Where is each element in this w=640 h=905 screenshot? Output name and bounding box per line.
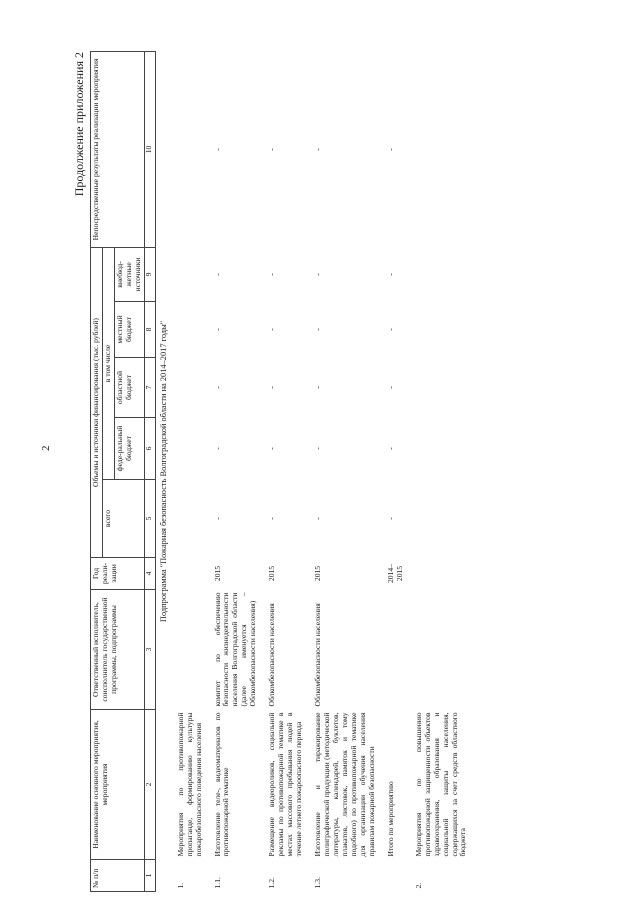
row-num: 1.3.: [313, 877, 323, 889]
row-name: Размещение видеороликов, социальной рекламы по противопожарной тематике в местах массового пребывания людей в течение летнего пожароопасного периода: [267, 712, 304, 857]
row-executor: [410, 590, 474, 710]
row-extra: -: [385, 273, 395, 276]
row-total: -: [313, 517, 323, 520]
column-number-row: [144, 51, 155, 891]
header-num: № п/п: [91, 860, 145, 892]
row-total: -: [385, 517, 395, 520]
column-number: 3: [144, 590, 155, 710]
row-name: Изготовление теле-, видеоматериалов по противопожарной тематике: [212, 712, 231, 857]
row-result: -: [313, 148, 323, 151]
table-row: [309, 51, 382, 891]
row-federal: -: [385, 447, 395, 450]
row-num: 1.2.: [267, 877, 277, 889]
column-number: 4: [144, 558, 155, 590]
table-row: [382, 51, 410, 891]
row-executor: [172, 590, 209, 710]
subprogram-title: Подпрограмма "Пожарная безопасность Волгоградской области на 2014–2017 годы": [158, 320, 168, 623]
header-federal: феде-ральный бюджет: [114, 418, 144, 480]
header-name: Наименование основного мероприятия, мероприятия: [91, 710, 145, 860]
header-regional: областной бюджет: [114, 358, 144, 418]
row-regional: [172, 358, 209, 418]
row-local: -: [313, 328, 323, 331]
row-local: [410, 302, 474, 358]
header-year: Год реали-зации: [91, 558, 145, 590]
funding-table: [90, 51, 473, 892]
column-number: 10: [144, 51, 155, 247]
row-federal: -: [313, 447, 323, 450]
row-year: [172, 558, 209, 590]
header-total: всего: [102, 480, 144, 558]
row-federal: [172, 418, 209, 480]
table-body: [172, 51, 474, 891]
row-year: 2015: [313, 565, 323, 582]
header-results: Непосредственные результаты реализации мероприятия: [91, 51, 145, 247]
row-name: Мероприятия по повышению противопожарной защищенности объектов здравоохранения, образования и социальной защиты населения, содержащихся за счет средств областного бюджета: [413, 712, 468, 857]
row-name: Итого по мероприятию: [385, 781, 395, 857]
header-including: в том числе: [102, 247, 114, 479]
row-total: [410, 480, 474, 558]
column-number: 7: [144, 358, 155, 418]
row-regional: -: [212, 386, 222, 389]
row-result: -: [385, 148, 395, 151]
row-executor: Облкомбезопасности населения: [267, 603, 277, 707]
table-header: [91, 51, 156, 891]
header-funding: Объемы и источники финансирования (тыс. рублей): [91, 247, 103, 557]
row-local: -: [212, 328, 222, 331]
row-extra: [410, 247, 474, 301]
row-num: 1.: [175, 882, 185, 889]
header-extra: внебюд-жетные источники: [114, 247, 144, 301]
row-result: -: [267, 148, 277, 151]
row-name: Мероприятия по противопожарной пропаганде, формированию культуры пожаробезопасного поведения населения: [175, 712, 203, 857]
row-federal: -: [212, 447, 222, 450]
row-num: 2.: [413, 882, 423, 889]
row-extra: -: [313, 273, 323, 276]
column-number: 6: [144, 418, 155, 480]
row-num: 1.1.: [212, 877, 222, 889]
row-federal: -: [267, 447, 277, 450]
table-row: [209, 51, 264, 891]
column-number: 1: [144, 860, 155, 892]
row-regional: [410, 358, 474, 418]
column-number: 9: [144, 247, 155, 301]
row-regional: -: [313, 386, 323, 389]
row-total: -: [212, 517, 222, 520]
row-total: [172, 480, 209, 558]
row-year: 2014–2015: [385, 564, 404, 583]
row-local: -: [385, 328, 395, 331]
row-num: [382, 860, 410, 892]
row-extra: -: [267, 273, 277, 276]
row-year: 2015: [267, 565, 277, 582]
row-local: [172, 302, 209, 358]
row-regional: -: [385, 386, 395, 389]
header-local: местный бюджет: [114, 302, 144, 358]
row-year: [410, 558, 474, 590]
document-landscape-area: [72, 52, 610, 892]
row-executor: Облкомбезопасности населения: [313, 603, 323, 707]
row-regional: -: [267, 386, 277, 389]
row-local: -: [267, 328, 277, 331]
row-executor: комитет по обеспечению безопасности жизнедеятельности населения Волгоградской области (далее именуется – Облкомбезопасности населения): [212, 592, 258, 707]
header-executor: Ответственный исполнитель, соисполнитель государственной программы, подпрограммы: [91, 590, 145, 710]
page-number: 2: [40, 445, 52, 451]
table-row: [263, 51, 309, 891]
row-name: Изготовление и тиражирование полиграфической продукции (методической литературы, календарей, буклетов, плакатов, листовок, памяток и тому подобного) по противопожарной тематике для организации обучения населения правилам пожарной безопасности: [313, 712, 376, 857]
row-result: -: [212, 148, 222, 151]
row-extra: [172, 247, 209, 301]
column-number: 8: [144, 302, 155, 358]
row-result: [410, 51, 474, 247]
continuation-label: Продолжение приложения 2: [72, 52, 86, 197]
column-number: 5: [144, 480, 155, 558]
row-result: [172, 51, 209, 247]
table-row: [410, 51, 474, 891]
row-extra: -: [212, 273, 222, 276]
table-row: [172, 51, 209, 891]
row-year: 2015: [212, 565, 222, 582]
subprogram-row: [155, 51, 171, 891]
row-executor: [382, 590, 410, 710]
row-federal: [410, 418, 474, 480]
column-number: 2: [144, 710, 155, 860]
row-total: -: [267, 517, 277, 520]
